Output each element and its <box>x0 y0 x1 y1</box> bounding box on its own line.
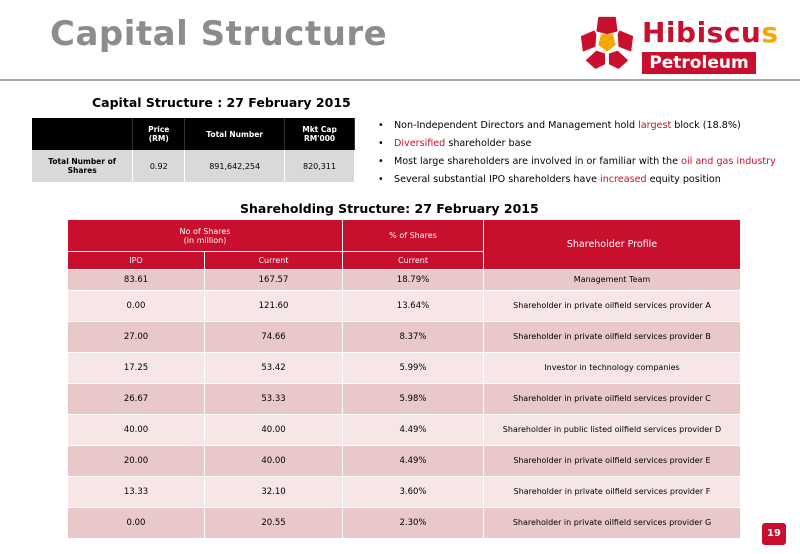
current-cell: 20.55 <box>205 508 343 539</box>
ipo-cell: 13.33 <box>68 477 205 508</box>
key-point: • Diversified shareholder base <box>378 138 532 149</box>
profile-cell: Shareholder in private oilfield services provider E <box>484 446 741 477</box>
shareholding-table <box>67 219 741 539</box>
profile-cell: Shareholder in private oilfield services provider B <box>484 322 741 353</box>
title-divider <box>0 79 800 81</box>
ipo-cell: 40.00 <box>68 415 205 446</box>
table-row <box>68 446 741 477</box>
current-cell: 167.57 <box>205 270 343 291</box>
cap-mkt-cap-value: 820,311 <box>285 150 355 182</box>
col-pct-current: Current <box>343 252 484 270</box>
capital-structure-heading: Capital Structure : 27 February 2015 <box>92 95 351 110</box>
cap-col-price: Price (RM) <box>133 118 185 150</box>
pct-cell: 13.64% <box>343 291 484 322</box>
cap-col-mkt-cap: Mkt Cap RM'000 <box>285 118 355 150</box>
current-cell: 121.60 <box>205 291 343 322</box>
ipo-cell: 17.25 <box>68 353 205 384</box>
col-ipo: IPO <box>68 252 205 270</box>
current-cell: 32.10 <box>205 477 343 508</box>
profile-cell: Management Team <box>484 270 741 291</box>
col-group-pct-shares: % of Shares <box>343 220 484 252</box>
hibiscus-flower-icon <box>578 12 636 70</box>
cap-row <box>32 150 355 182</box>
table-row <box>68 291 741 322</box>
pct-cell: 18.79% <box>343 270 484 291</box>
shareholding-heading: Shareholding Structure: 27 February 2015 <box>240 201 539 216</box>
table-row <box>68 415 741 446</box>
profile-cell: Shareholder in private oilfield services provider A <box>484 291 741 322</box>
ipo-cell: 20.00 <box>68 446 205 477</box>
current-cell: 74.66 <box>205 322 343 353</box>
cap-col-blank <box>32 118 133 150</box>
key-points-list <box>378 117 790 189</box>
capital-structure-table <box>32 118 355 182</box>
table-row <box>68 322 741 353</box>
current-cell: 40.00 <box>205 446 343 477</box>
cap-row-label: Total Number of Shares <box>32 150 133 182</box>
ipo-cell: 27.00 <box>68 322 205 353</box>
table-row <box>68 353 741 384</box>
profile-cell: Investor in technology companies <box>484 353 741 384</box>
logo-subtitle: Petroleum <box>642 52 756 74</box>
cap-total-number-value: 891,642,254 <box>185 150 285 182</box>
ipo-cell: 0.00 <box>68 508 205 539</box>
profile-cell: Shareholder in private oilfield services provider C <box>484 384 741 415</box>
pct-cell: 5.99% <box>343 353 484 384</box>
ipo-cell: 0.00 <box>68 291 205 322</box>
profile-cell: Shareholder in private oilfield services provider F <box>484 477 741 508</box>
logo-wordmark: Hibiscus <box>642 16 779 49</box>
ipo-cell: 83.61 <box>68 270 205 291</box>
key-point: • Most large shareholders are involved in or familiar with the oil and gas industry <box>378 156 776 167</box>
pct-cell: 5.98% <box>343 384 484 415</box>
current-cell: 53.33 <box>205 384 343 415</box>
pct-cell: 4.49% <box>343 415 484 446</box>
pct-cell: 3.60% <box>343 477 484 508</box>
company-logo <box>578 8 788 76</box>
current-cell: 40.00 <box>205 415 343 446</box>
key-point: • Non-Independent Directors and Management hold largest block (18.8%) <box>378 120 741 131</box>
cap-col-total-number: Total Number <box>185 118 285 150</box>
table-row <box>68 477 741 508</box>
table-row <box>68 270 741 291</box>
col-shareholder-profile: Shareholder Profile <box>484 220 741 270</box>
ipo-cell: 26.67 <box>68 384 205 415</box>
page-number: 19 <box>762 523 786 545</box>
profile-cell: Shareholder in public listed oilfield services provider D <box>484 415 741 446</box>
pct-cell: 2.30% <box>343 508 484 539</box>
table-row <box>68 508 741 539</box>
pct-cell: 4.49% <box>343 446 484 477</box>
profile-cell: Shareholder in private oilfield services provider G <box>484 508 741 539</box>
cap-price-value: 0.92 <box>133 150 185 182</box>
current-cell: 53.42 <box>205 353 343 384</box>
col-current: Current <box>205 252 343 270</box>
col-group-no-of-shares: No of Shares (in million) <box>68 220 343 252</box>
pct-cell: 8.37% <box>343 322 484 353</box>
page-title: Capital Structure <box>50 14 388 54</box>
table-row <box>68 384 741 415</box>
key-point: • Several substantial IPO shareholders have increased equity position <box>378 174 721 185</box>
